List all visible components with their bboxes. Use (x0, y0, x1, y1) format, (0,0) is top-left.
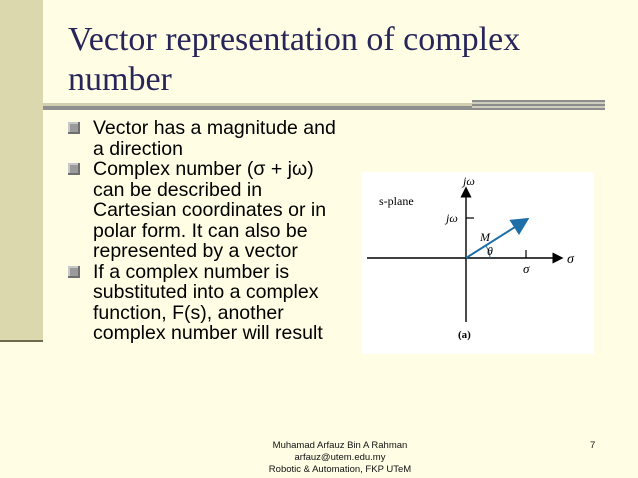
author-affiliation: Robotic & Automation, FKP UTeM (268, 464, 412, 475)
square-bullet-icon (68, 122, 80, 134)
bullet-text: Complex number (σ + jω) can be described in Cartesian coordinates or in polar form. It can also be represented by a vector (93, 158, 327, 262)
tick-x-label: σ (523, 261, 530, 276)
vector-arrow (466, 220, 526, 258)
square-bullet-icon (68, 163, 80, 175)
author-email: arfauz@utem.edu.my (294, 452, 386, 463)
left-accent-bar (0, 0, 43, 340)
author-name: Muhamad Arfauz Bin A Rahman (272, 440, 408, 451)
tick-y-label: jω (446, 211, 458, 225)
plane-label: s-plane (379, 194, 414, 208)
magnitude-label: M (480, 230, 490, 244)
bullet-item (68, 262, 338, 344)
s-plane-figure (362, 172, 594, 354)
axis-y-label: jω (463, 174, 475, 188)
page-number: 7 (590, 440, 596, 451)
slide-title: Vector representation of complex number (68, 21, 521, 98)
title-rule-tail (472, 100, 605, 110)
square-bullet-icon (68, 266, 80, 278)
bullet-item (68, 159, 338, 262)
bullet-text: If a complex number is substituted into a complex function, F(s), another complex number will result (93, 260, 323, 344)
bullet-item (68, 118, 338, 159)
footer-author-block (250, 440, 430, 476)
bullet-text: Vector has a magnitude and a direction (93, 117, 336, 160)
figure-caption: (a) (458, 329, 471, 341)
left-accent-line (0, 340, 43, 342)
bullet-list (68, 118, 338, 344)
axis-x-label: σ (567, 252, 574, 267)
s-plane-diagram (362, 172, 594, 354)
angle-label: θ (487, 244, 493, 258)
